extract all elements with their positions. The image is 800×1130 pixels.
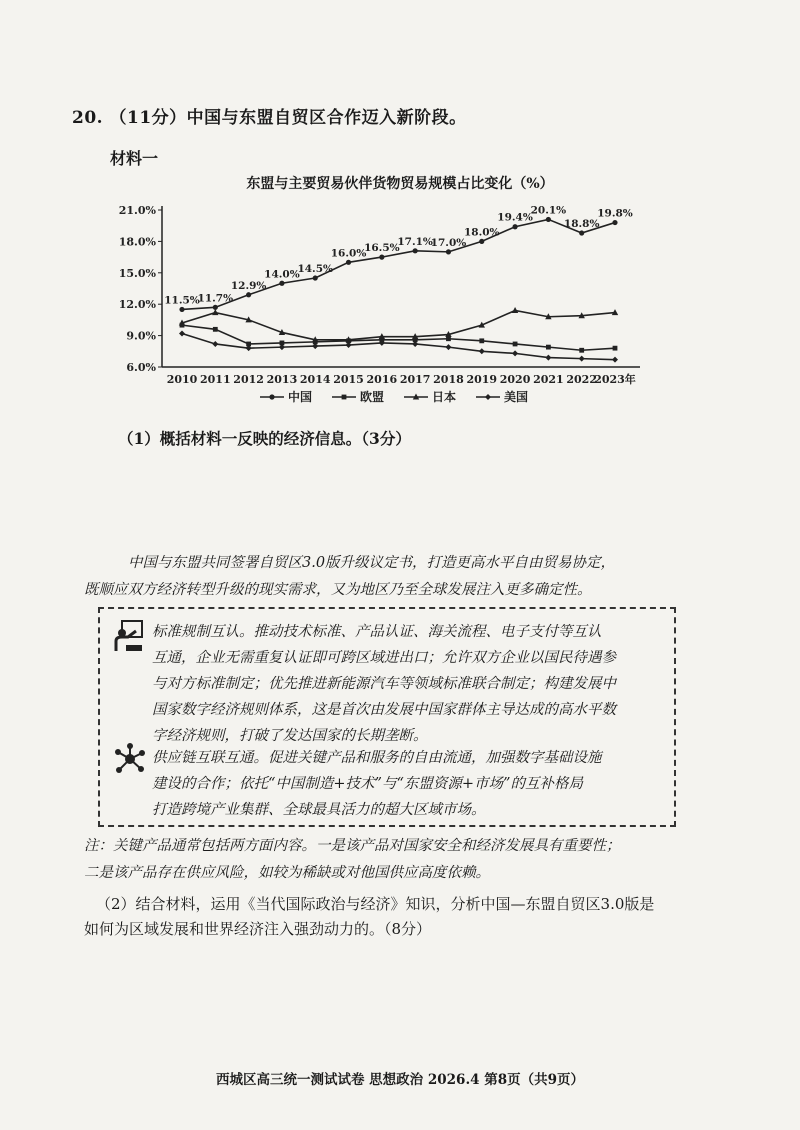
item1-line5: 字经济规则，打破了发达国家的长期垄断。 — [152, 728, 428, 744]
trade-share-line-chart — [110, 190, 670, 420]
point — [546, 345, 551, 350]
x-tick-label: 2019 — [466, 373, 498, 386]
y-tick-label: 12.0% — [118, 298, 156, 312]
x-tick-label: 2012 — [233, 373, 264, 386]
point — [512, 350, 518, 356]
point — [445, 344, 451, 350]
legend-marker — [269, 394, 274, 399]
item2-line2: 建设的合作；依托“中国制造+技术”与“东盟资源+市场”的互补格局 — [152, 776, 583, 792]
item1-line2: 互通，企业无需重复认证即可跨区域进出口；允许双方企业以国民待遇参 — [152, 650, 616, 666]
point — [212, 309, 218, 315]
material1-label: 材料一 — [110, 149, 159, 168]
data-label: 11.7% — [197, 292, 234, 305]
point — [379, 255, 384, 260]
x-tick-label: 2020 — [499, 373, 531, 386]
point — [545, 355, 551, 361]
item2-line1: 供应链互联互通。促进关键产品和服务的自由流通，加强数字基础设施 — [152, 750, 602, 766]
point — [513, 342, 518, 347]
data-label: 11.5% — [164, 294, 200, 307]
data-label: 12.9% — [230, 279, 267, 292]
legend-label: 日本 — [432, 390, 457, 404]
point — [579, 356, 585, 362]
point — [212, 341, 218, 347]
point — [446, 249, 451, 254]
point — [179, 331, 185, 337]
data-label: 17.1% — [397, 235, 433, 248]
point — [579, 230, 584, 235]
point — [313, 275, 318, 280]
point — [546, 217, 551, 222]
data-label: 17.0% — [430, 236, 467, 249]
x-tick-label: 2017 — [399, 373, 431, 386]
page-footer: 西城区高三统一测试试卷 思想政治 2026.4 第8页（共9页） — [215, 1072, 585, 1088]
item1-line1: 标准规制互认。推动技术标准、产品认证、海关流程、电子支付等互认 — [152, 624, 602, 640]
point — [613, 346, 618, 351]
series-line-2 — [182, 310, 615, 339]
question-title: 20. （11分）中国与东盟自贸区合作迈入新阶段。 — [72, 108, 467, 128]
note-line2: 二是该产品存在供应风险，如较为稀缺或对他国供应高度依赖。 — [84, 865, 490, 881]
point — [346, 260, 351, 265]
y-tick-label: 21.0% — [118, 204, 156, 217]
x-tick-label: 2022 — [566, 373, 598, 386]
x-tick-label: 2021 — [533, 373, 564, 386]
point — [479, 338, 484, 343]
chart-title: 东盟与主要贸易伙伴货物贸易规模占比变化（%） — [246, 176, 554, 192]
item2-line3: 打造跨境产业集群、全球最具活力的超大区域市场。 — [152, 802, 486, 818]
y-tick-label: 9.0% — [126, 329, 156, 343]
point — [612, 357, 618, 363]
legend-label: 美国 — [504, 390, 529, 404]
network-nodes-icon — [114, 743, 146, 775]
legend-label: 欧盟 — [360, 390, 385, 404]
x-tick-label: 2014 — [299, 373, 331, 386]
material2-intro-line1: 中国与东盟共同签署自贸区3.0版升级议定书，打造更高水平自由贸易协定， — [128, 555, 616, 571]
x-tick-label: 2011 — [199, 373, 231, 386]
note-line1: 注：关键产品通常包括两方面内容。一是该产品对国家安全和经济发展具有重要性； — [84, 838, 621, 854]
point — [446, 336, 451, 341]
teacher-board-icon — [114, 619, 144, 653]
x-tick-label: 2016 — [366, 373, 398, 386]
y-tick-label: 18.0% — [118, 235, 156, 249]
point — [479, 239, 484, 244]
point — [279, 281, 284, 286]
data-label: 16.5% — [364, 242, 400, 255]
x-tick-label: 2018 — [433, 373, 464, 386]
sub-question-1: （1）概括材料一反映的经济信息。（3分） — [118, 429, 411, 448]
data-label: 16.0% — [330, 247, 367, 260]
data-label: 19.4% — [497, 211, 533, 224]
y-tick-label: 15.0% — [118, 266, 156, 280]
x-tick-label: 2010 — [166, 373, 198, 386]
data-label: 19.8% — [597, 207, 633, 220]
item1-line3: 与对方标准制定；优先推进新能源汽车等领域标准联合制定；构建发展中 — [152, 676, 616, 692]
x-tick-label: 2013 — [266, 373, 298, 386]
data-label: 14.5% — [297, 263, 334, 276]
point — [213, 327, 218, 332]
point — [246, 292, 251, 297]
data-label: 18.8% — [563, 218, 600, 231]
item1-line4: 国家数字经济规则体系，这是首次由发展中国家群体主导达成的高水平数 — [152, 702, 616, 718]
point — [179, 307, 184, 312]
legend-marker — [342, 395, 347, 400]
y-tick-label: 6.0% — [126, 361, 156, 374]
point — [479, 348, 485, 354]
legend-marker — [485, 394, 491, 400]
x-tick-label: 2023年 — [594, 373, 636, 386]
data-label: 18.0% — [463, 226, 500, 239]
material2-intro-line2: 既顺应双方经济转型升级的现实需求，又为地区乃至全球发展注入更多确定性。 — [84, 582, 592, 598]
point — [612, 220, 617, 225]
x-tick-label: 2015 — [333, 373, 364, 386]
point — [512, 224, 517, 229]
sub-question-2-line1: （2）结合材料，运用《当代国际政治与经济》知识，分析中国—东盟自贸区3.0版是 — [96, 895, 655, 913]
point — [512, 307, 518, 313]
point — [413, 248, 418, 253]
material2-box — [98, 607, 676, 827]
sub-question-2-line2: 如何为区域发展和世界经济注入强劲动力的。（8分） — [84, 920, 432, 938]
legend-label: 中国 — [288, 390, 313, 404]
point — [579, 348, 584, 353]
data-label: 14.0% — [264, 268, 300, 281]
data-label: 20.1% — [530, 204, 567, 217]
